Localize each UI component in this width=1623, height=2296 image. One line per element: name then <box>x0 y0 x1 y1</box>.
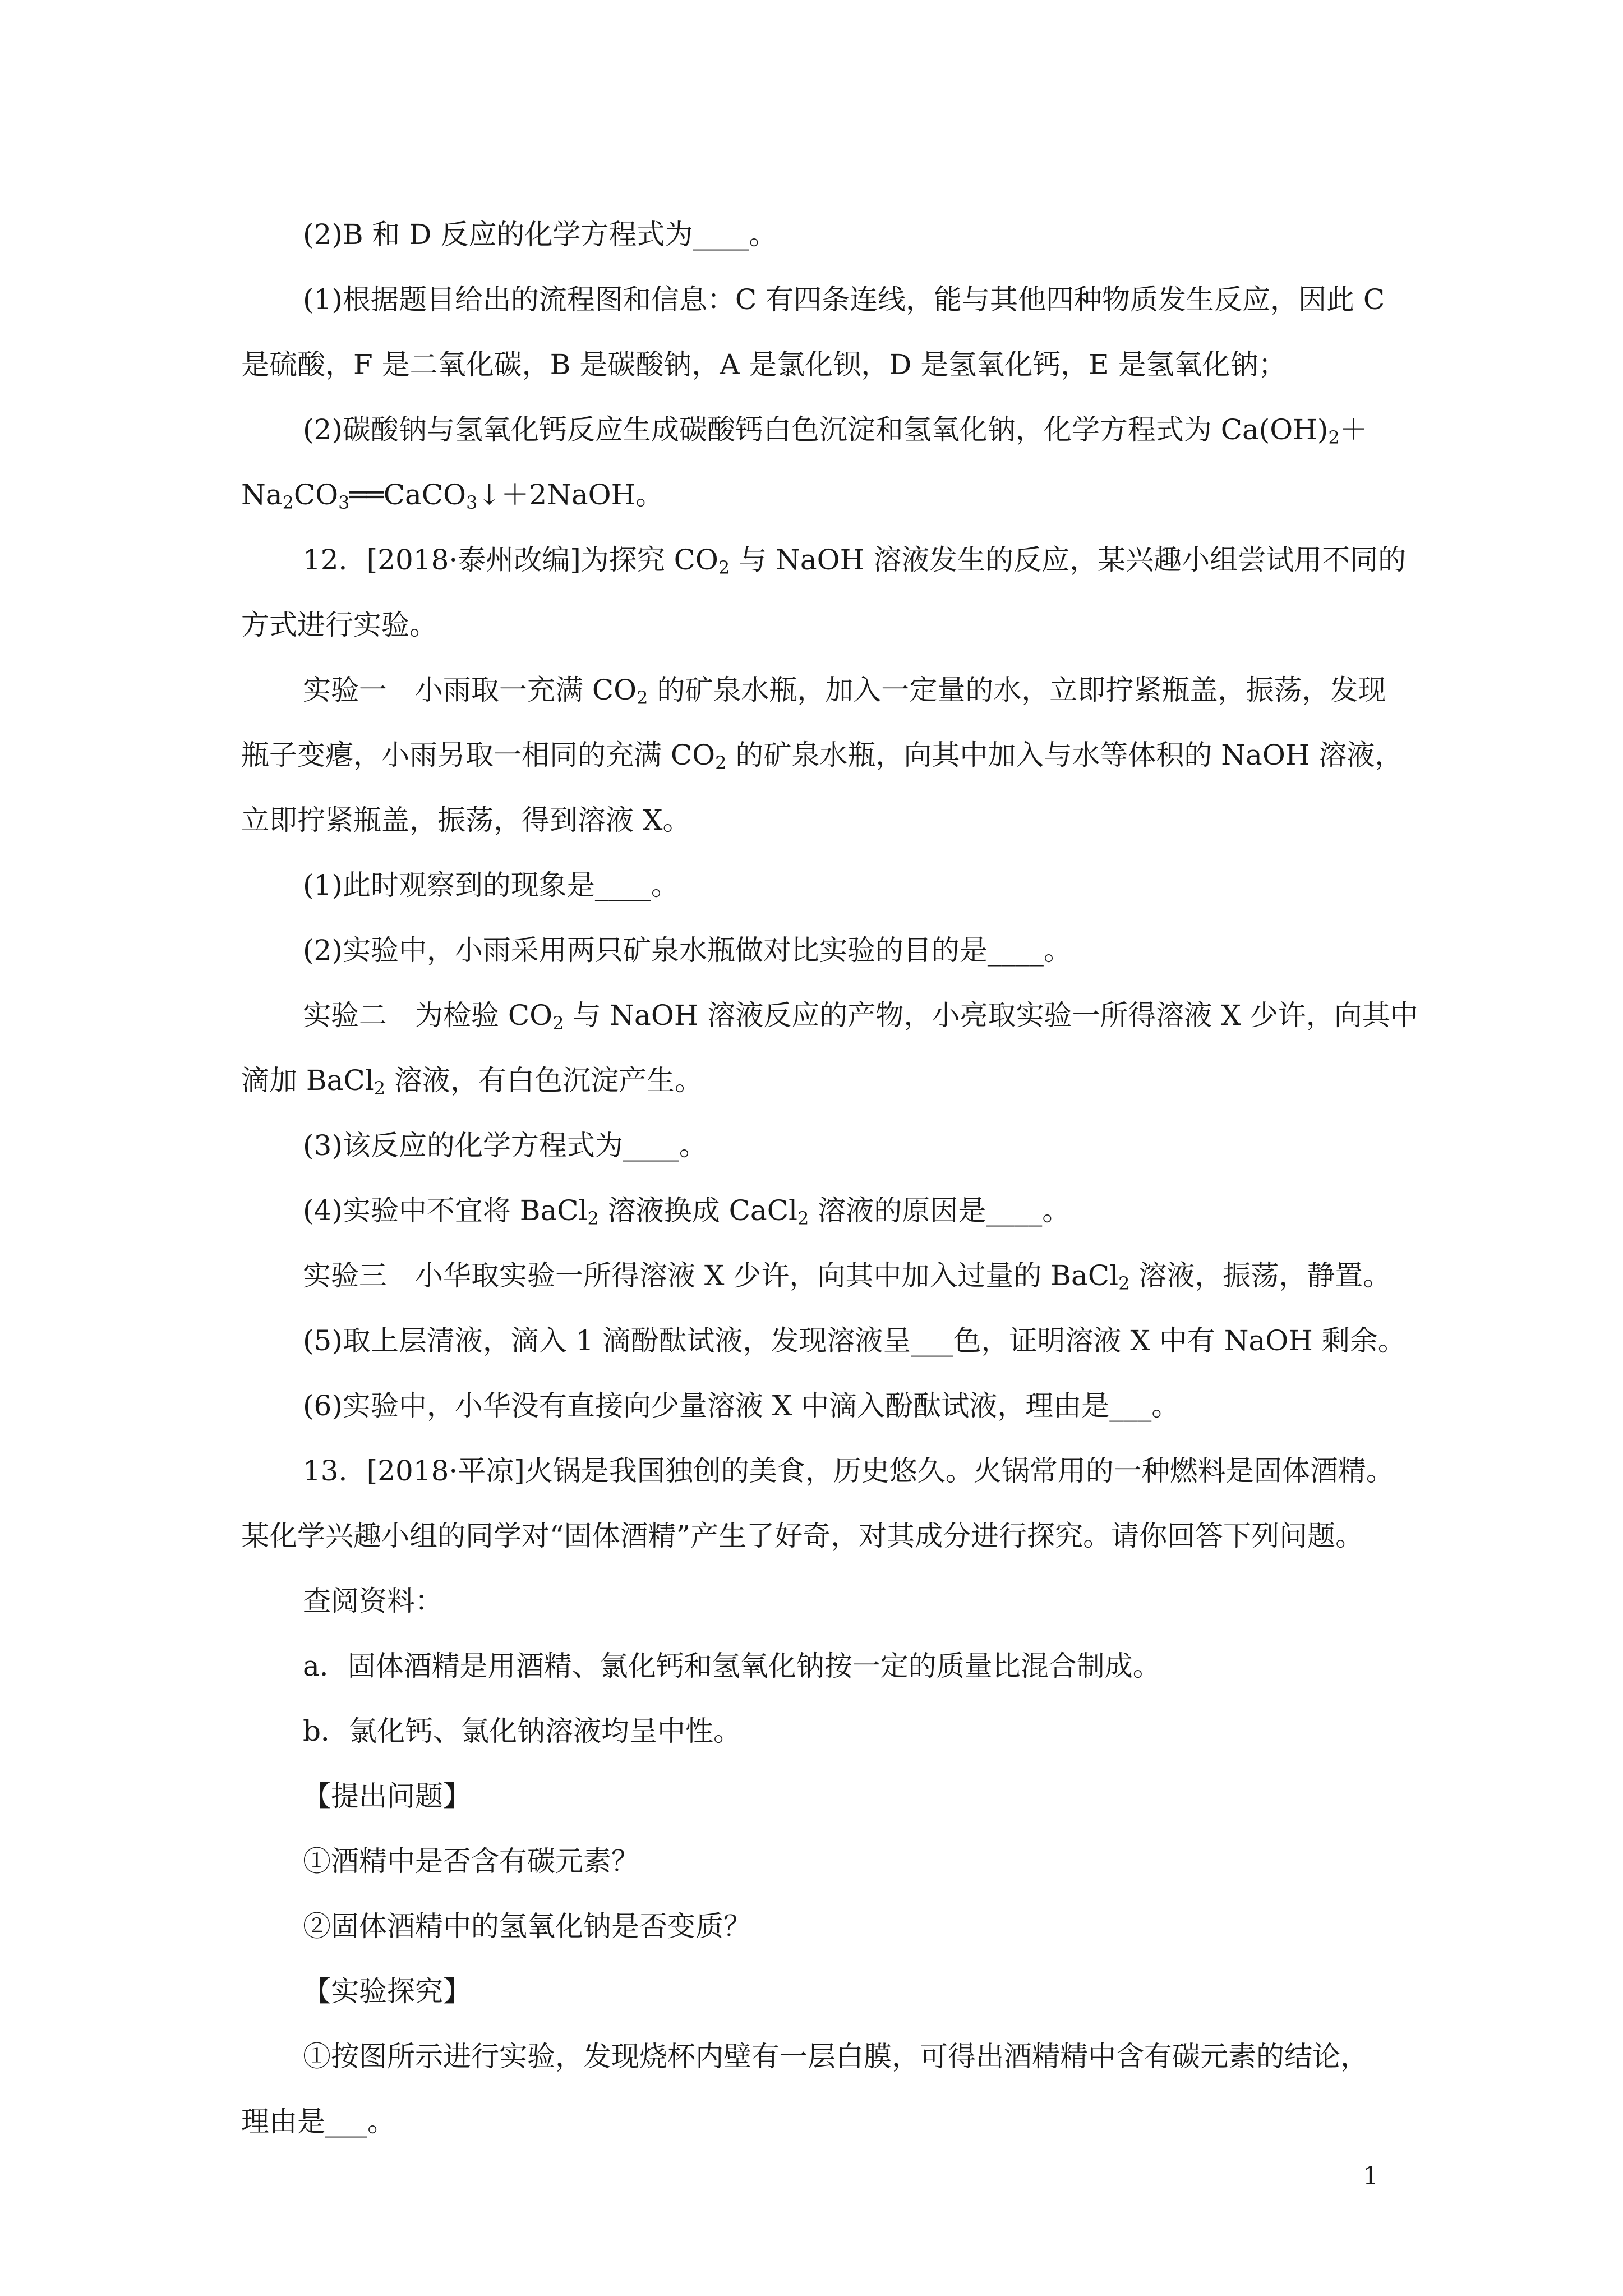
line-text: ②固体酒精中的氢氧化钠是否变质？ <box>303 1910 751 1943</box>
line-text: 12．[2018·泰州改编]为探究 CO <box>303 544 718 576</box>
question-12-line <box>241 527 1407 592</box>
subscript: 2 <box>374 1078 386 1099</box>
line-text: 查阅资料： <box>303 1585 443 1617</box>
text-line <box>241 2024 1385 2089</box>
line-text: CO <box>293 478 339 511</box>
section-heading <box>241 1959 1385 2024</box>
line-text: 理由是___。 <box>241 2105 395 2138</box>
line-text: (2)B 和 D 反应的化学方程式为____。 <box>303 218 777 251</box>
line-text: ══CaCO <box>349 478 467 511</box>
line-text: 溶液，振荡，静置。 <box>1129 1259 1391 1292</box>
subscript: 2 <box>637 687 648 708</box>
text-line <box>241 918 1385 983</box>
subscript: 3 <box>466 492 478 513</box>
line-text: 立即拧紧瓶盖，振荡，得到溶液 X。 <box>241 804 691 836</box>
text-line <box>241 202 1385 267</box>
line-text: 【实验探究】 <box>303 1975 471 2008</box>
line-text: 实验一 小雨取一充满 CO <box>303 674 637 706</box>
line-text: 13．[2018·平凉]火锅是我国独创的美食，历史悠久。火锅常用的一种燃料是固体酒精。 <box>303 1455 1394 1487</box>
line-text: (1)根据题目给出的流程图和信息：C 有四条连线，能与其他四种物质发生反应，因此 C <box>303 283 1385 316</box>
text-line <box>241 1503 1385 1568</box>
text-line <box>241 853 1385 918</box>
text-line <box>241 267 1385 332</box>
text-line <box>241 1829 1385 1894</box>
line-text: (2)实验中，小雨采用两只矿泉水瓶做对比实验的目的是____。 <box>303 934 1072 967</box>
subscript: 2 <box>587 1208 599 1229</box>
question-13-line <box>241 1438 1394 1503</box>
subscript: 2 <box>552 1013 564 1034</box>
text-line <box>241 397 1385 462</box>
line-text: 与 NaOH 溶液反应的产物，小亮取实验一所得溶液 X 少许，向其中 <box>564 999 1418 1032</box>
text-line <box>241 1113 1385 1178</box>
line-text: 实验三 小华取实验一所得溶液 X 少许，向其中加入过量的 BaCl <box>303 1259 1119 1292</box>
line-text: 滴加 BaCl <box>241 1064 374 1097</box>
line-text: (1)此时观察到的现象是____。 <box>303 869 679 901</box>
line-text: 的矿泉水瓶，向其中加入与水等体积的 NaOH 溶液， <box>726 739 1403 771</box>
text-line <box>241 592 1385 657</box>
line-text: 溶液，有白色沉淀产生。 <box>385 1064 703 1097</box>
line-text: (4)实验中不宜将 BaCl <box>303 1194 588 1227</box>
line-text: 溶液换成 CaCl <box>598 1194 797 1227</box>
line-text: 是硫酸，F 是二氧化碳，B 是碳酸钠，A 是氯化钡，D 是氢氧化钙，E 是氢氧化钠； <box>241 348 1287 381</box>
line-text: ①按图所示进行实验，发现烧杯内壁有一层白膜，可得出酒精精中含有碳元素的结论， <box>303 2040 1368 2073</box>
line-text: ①酒精中是否含有碳元素？ <box>303 1845 639 1878</box>
line-text: 溶液的原因是____。 <box>809 1194 1071 1227</box>
line-text: 【提出问题】 <box>303 1780 471 1812</box>
text-line <box>241 657 1385 723</box>
text-line <box>241 332 1385 397</box>
subscript: 2 <box>715 752 727 774</box>
line-text: (5)取上层清液，滴入 1 滴酚酞试液，发现溶液呈___色，证明溶液 X 中有 NaOH 剩余。 <box>303 1324 1406 1357</box>
line-text: a．固体酒精是用酒精、氯化钙和氢氧化钠按一定的质量比混合制成。 <box>303 1650 1161 1682</box>
text-line <box>241 462 1385 527</box>
page-content <box>241 202 1418 2154</box>
text-line <box>241 983 1418 1048</box>
line-text: 方式进行实验。 <box>241 609 437 641</box>
line-text: 与 NaOH 溶液发生的反应，某兴趣小组尝试用不同的 <box>730 544 1407 576</box>
text-line <box>241 1373 1385 1438</box>
line-text: Na <box>241 478 283 511</box>
line-text: ↓＋2NaOH。 <box>477 478 664 511</box>
text-line <box>241 1308 1406 1373</box>
line-text: b．氯化钙、氯化钠溶液均呈中性。 <box>303 1715 742 1747</box>
line-text: (3)该反应的化学方程式为____。 <box>303 1129 707 1162</box>
text-line <box>241 788 1385 853</box>
page-number: 1 <box>1363 2162 1378 2191</box>
subscript: 2 <box>282 492 294 513</box>
text-line <box>241 2089 1385 2154</box>
text-line <box>241 1178 1385 1243</box>
text-line <box>241 1894 1385 1959</box>
line-text: 某化学兴趣小组的同学对“固体酒精”产生了好奇，对其成分进行探究。请你回答下列问题。 <box>241 1520 1364 1552</box>
text-line <box>241 1048 1385 1113</box>
line-text: (6)实验中，小华没有直接向少量溶液 X 中滴入酚酞试液，理由是___。 <box>303 1389 1180 1422</box>
subscript: 2 <box>1118 1273 1130 1294</box>
line-text: (2)碳酸钠与氢氧化钙反应生成碳酸钙白色沉淀和氢氧化钠，化学方程式为 Ca(OH) <box>303 413 1329 446</box>
subscript: 2 <box>1328 427 1340 448</box>
text-line <box>241 723 1403 788</box>
text-line <box>241 1568 1385 1634</box>
section-heading <box>241 1764 1385 1829</box>
line-text: 实验二 为检验 CO <box>303 999 553 1032</box>
text-line <box>241 1634 1385 1699</box>
text-line <box>241 1243 1391 1308</box>
line-text: ＋ <box>1339 413 1368 446</box>
subscript: 2 <box>797 1208 809 1229</box>
line-text: 瓶子变瘪，小雨另取一相同的充满 CO <box>241 739 716 771</box>
subscript: 2 <box>718 557 730 578</box>
text-line <box>241 1699 1385 1764</box>
line-text: 的矿泉水瓶，加入一定量的水，立即拧紧瓶盖，振荡，发现 <box>648 674 1386 706</box>
subscript: 3 <box>338 492 350 513</box>
